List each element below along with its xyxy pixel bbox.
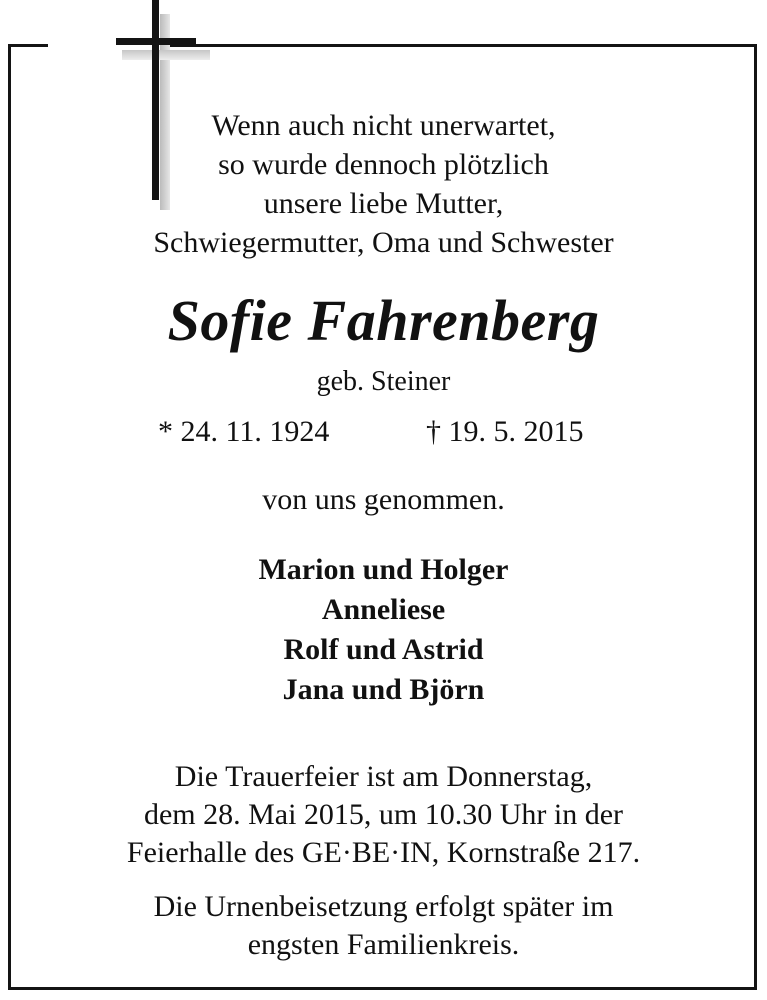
mourner-name: Jana und Björn — [282, 673, 485, 706]
intro-line: Wenn auch nicht unerwartet, — [211, 109, 556, 142]
death-date: † 19. 5. 2015 — [426, 415, 584, 448]
service-line: Die Trauerfeier ist am Donnerstag, — [174, 760, 593, 793]
service-line: Feierhalle des GE·BE·IN, Kornstraße 217. — [126, 836, 641, 869]
urn-line: engsten Familienkreis. — [247, 928, 520, 961]
urn-info — [0, 888, 767, 964]
mourner-name: Rolf und Astrid — [283, 633, 484, 666]
taken-text: von uns genommen. — [262, 483, 505, 516]
intro-line: Schwiegermutter, Oma und Schwester — [153, 226, 614, 259]
maiden-name: geb. Steiner — [316, 366, 451, 397]
mourner-name: Marion und Holger — [258, 553, 509, 586]
birth-date: * 24. 11. 1924 — [158, 415, 330, 448]
service-info — [0, 758, 767, 872]
intro-text — [0, 106, 767, 262]
service-line: dem 28. Mai 2015, um 10.30 Uhr in der — [143, 798, 624, 831]
intro-line: unsere liebe Mutter, — [263, 187, 504, 220]
mourner-name: Anneliese — [321, 593, 446, 626]
mourners-list — [0, 550, 767, 710]
deceased-name: Sofie Fahrenberg — [167, 288, 600, 353]
intro-line: so wurde dennoch plötzlich — [218, 148, 549, 181]
urn-line: Die Urnenbeisetzung erfolgt später im — [153, 890, 614, 923]
